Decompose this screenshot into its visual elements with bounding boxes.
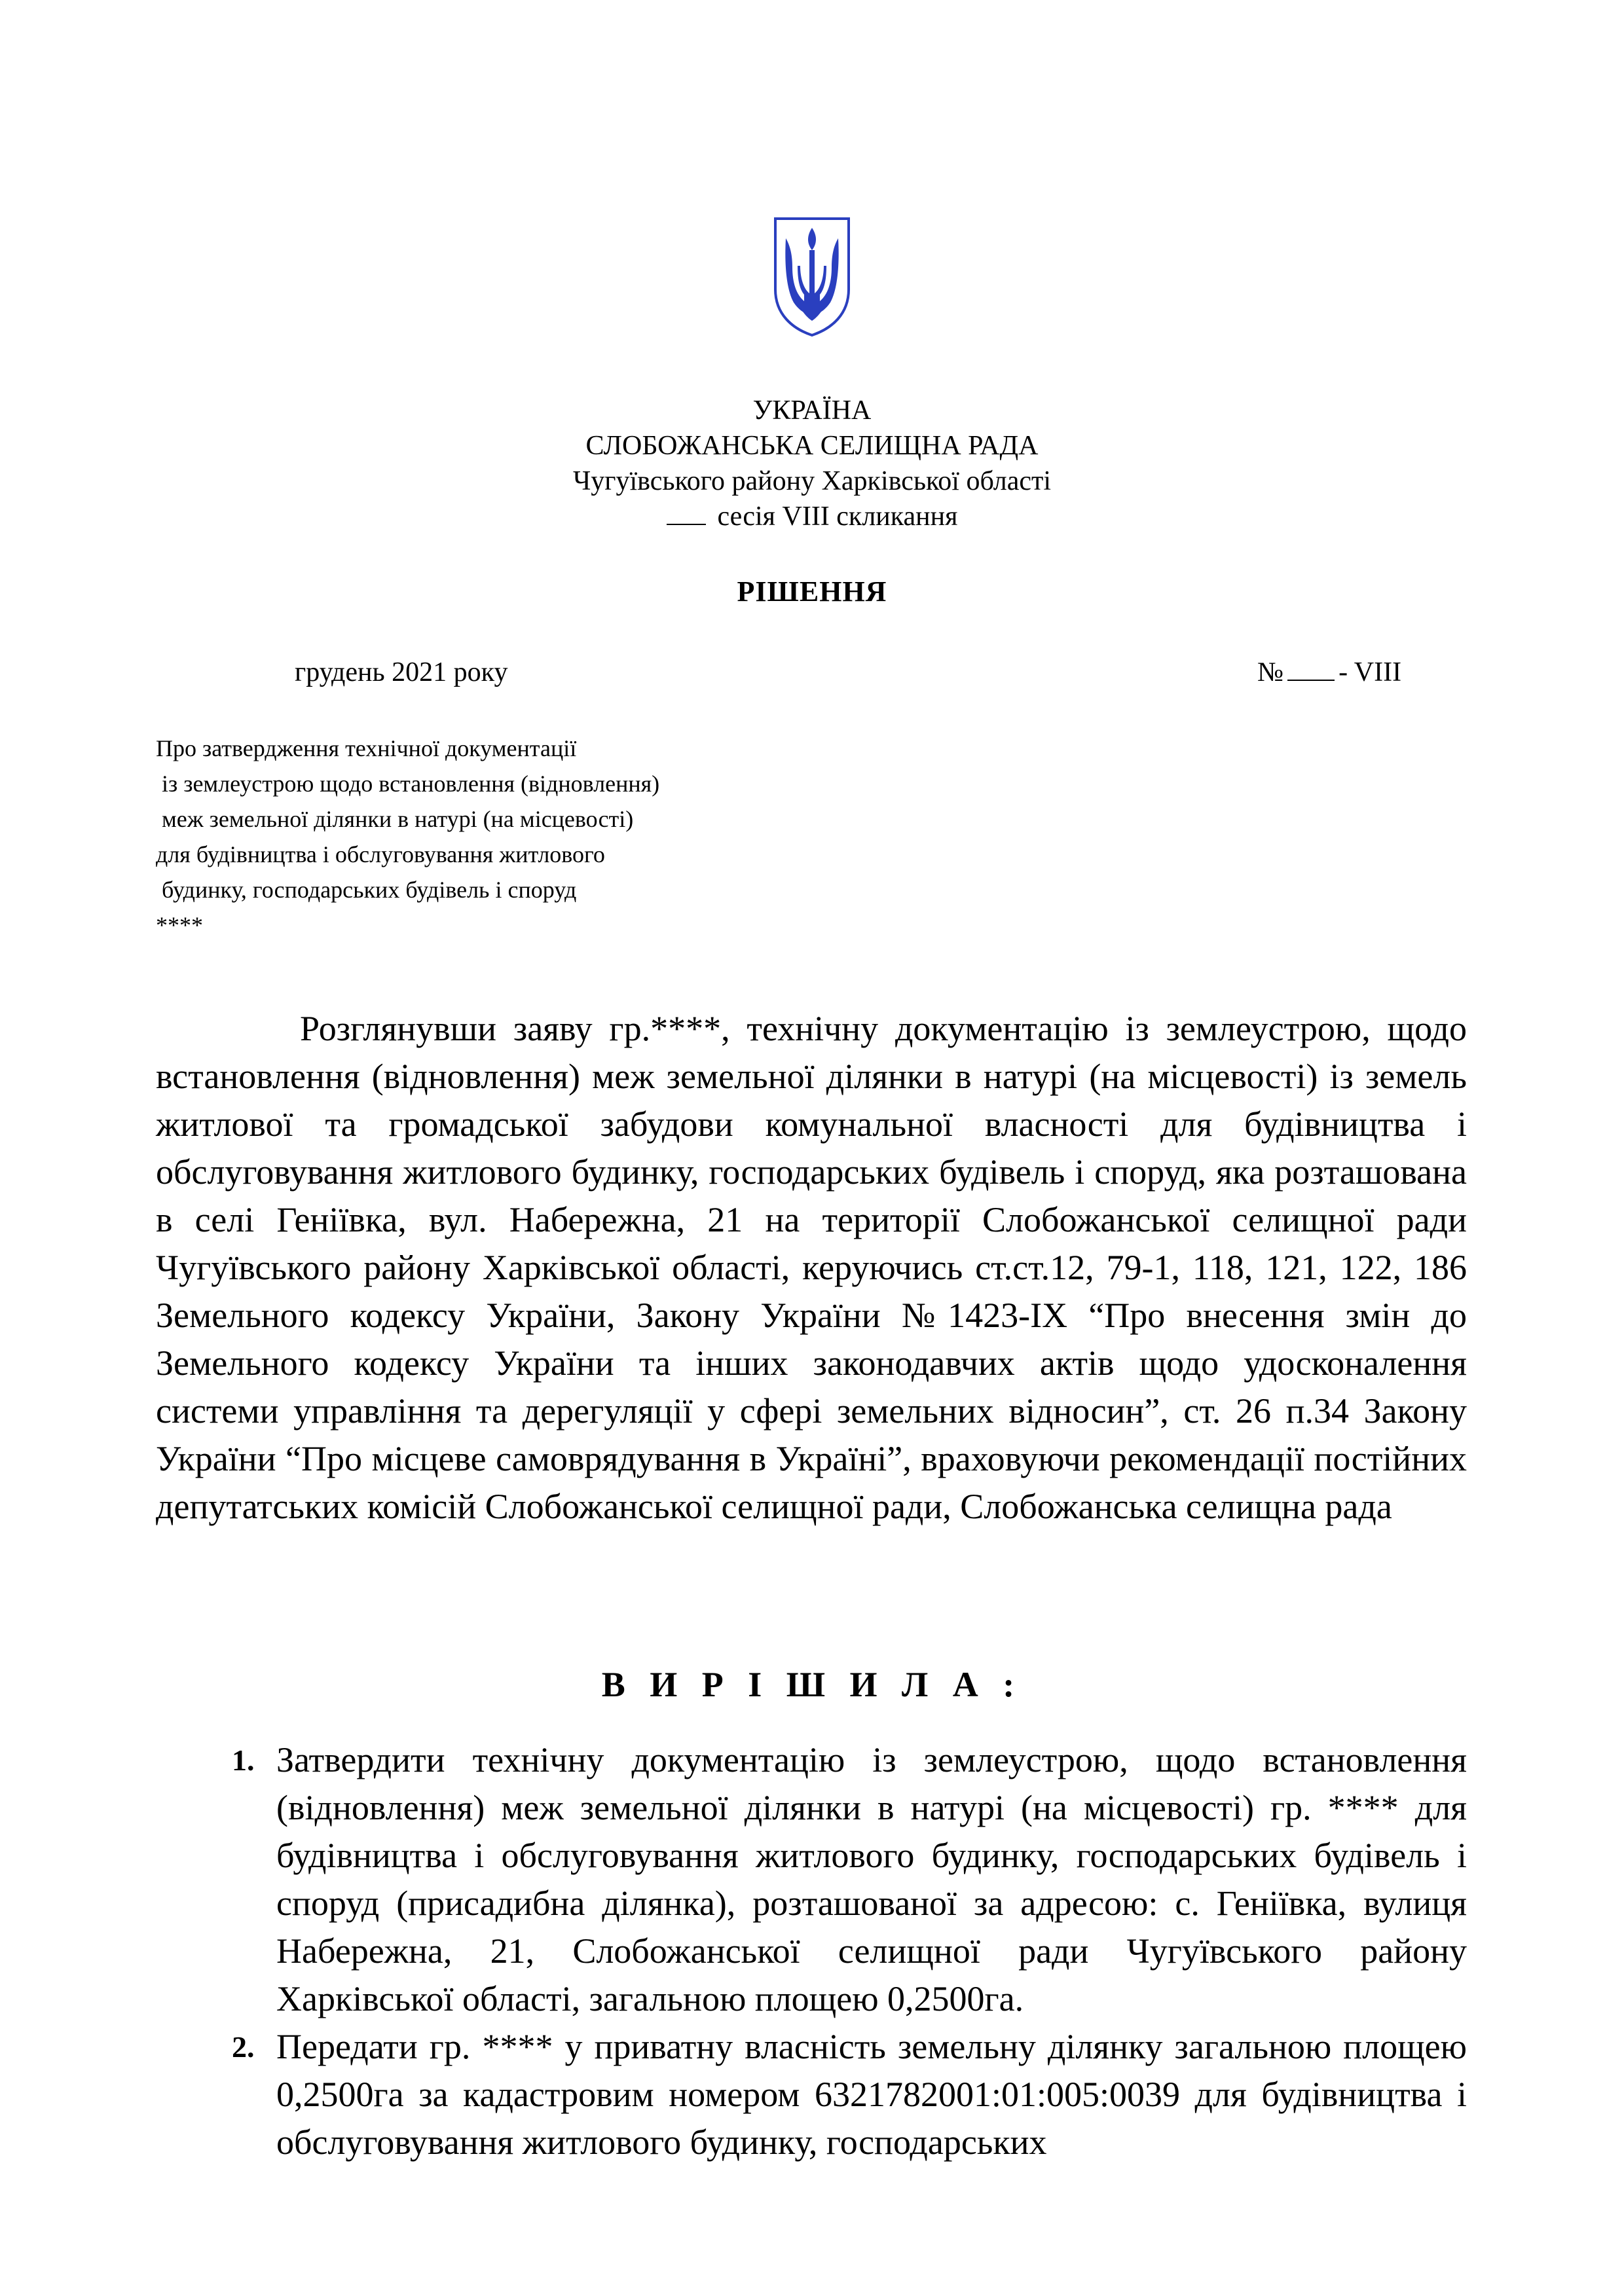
item-text: Затвердити технічну документацію із землеустрою, щодо встановлення (відновлення) меж земельної ділянки в натурі (на місцевості) гр. **** для будівництва і обслуговування житлового будинку, господарських будівель і споруд (присадибна ділянка), розташованої за адресою: с. Геніївка, вулиця Набережна, 21, Слобожанської селищної ради Чугуївського району Харківської області, загальною площею 0,2500га. <box>276 1740 1467 2018</box>
session-text: сесія VIII скликання <box>717 501 958 532</box>
council-header <box>0 393 1624 534</box>
subject-line: для будівництва і обслуговування житлового <box>156 841 605 867</box>
district-name: Чугуївського району Харківської області <box>572 466 1052 496</box>
subject-line: меж земельної ділянки в натурі (на місцевості) <box>156 806 634 832</box>
subject-line: **** <box>156 912 203 938</box>
number-prefix: № <box>1257 657 1284 687</box>
session-line <box>0 499 1624 534</box>
preamble-paragraph: Розглянувши заяву гр.****, технічну документацію із землеустрою, щодо встановлення (відновлення) меж земельної ділянки в натурі (на місцевості) із земель житлової та громадської забудови комунальної власності для будівництва і обслуговування житлового будинку, господарських будівель і споруд, яка розташована в селі Геніївка, вул. Набережна, 21 на території Слобожанської селищної ради Чугуївського району Харківської області, керуючись ст.ст.12, 79-1, 118, 121, 122, 186 Земельного кодексу України, Закону України №1423-IX “Про внесення змін до Земельного кодексу України та інших законодавчих актів щодо удосконалення системи управління та дерегуляції у сфері земельних відносин”, ст. 26 п.34 Закону України “Про місцеве самоврядування в Україні”, враховуючи рекомендації постійних депутатських комісій Слобожанської селищної ради, Слобожанська селищна рада <box>156 1009 1467 1526</box>
subject-line: із землеустрою щодо встановлення (відновлення) <box>156 771 660 797</box>
country-name: УКРАЇНА <box>752 395 872 426</box>
decision-date: грудень 2021 року <box>295 657 508 687</box>
subject-line: будинку, господарських будівель і споруд <box>156 877 577 903</box>
subject-line: Про затвердження технічної документації <box>156 735 577 761</box>
item-number: 2. <box>232 2030 255 2064</box>
resolve-heading: В И Р І Ш И Л А : <box>601 1665 1023 1704</box>
resolution-item <box>223 1736 1467 2023</box>
council-name: СЛОБОЖАНСЬКА СЕЛИЩНА РАДА <box>585 431 1039 461</box>
tryzub-coat-of-arms-icon <box>771 216 853 337</box>
session-number-blank <box>667 524 706 525</box>
number-blank <box>1287 680 1335 681</box>
decision-title: РІШЕННЯ <box>737 575 887 608</box>
decision-number <box>1257 657 1401 688</box>
item-number: 1. <box>232 1743 255 1777</box>
number-suffix: - VIII <box>1338 657 1402 687</box>
resolution-items <box>223 1736 1467 2166</box>
resolution-item <box>223 2023 1467 2166</box>
decision-subject <box>156 731 659 943</box>
item-text: Передати гр. **** у приватну власність земельну ділянку загальною площею 0,2500га за кадастровим номером 6321782001:01:005:0039 для будівництва і обслуговування житлового будинку, господарських <box>276 2027 1467 2162</box>
